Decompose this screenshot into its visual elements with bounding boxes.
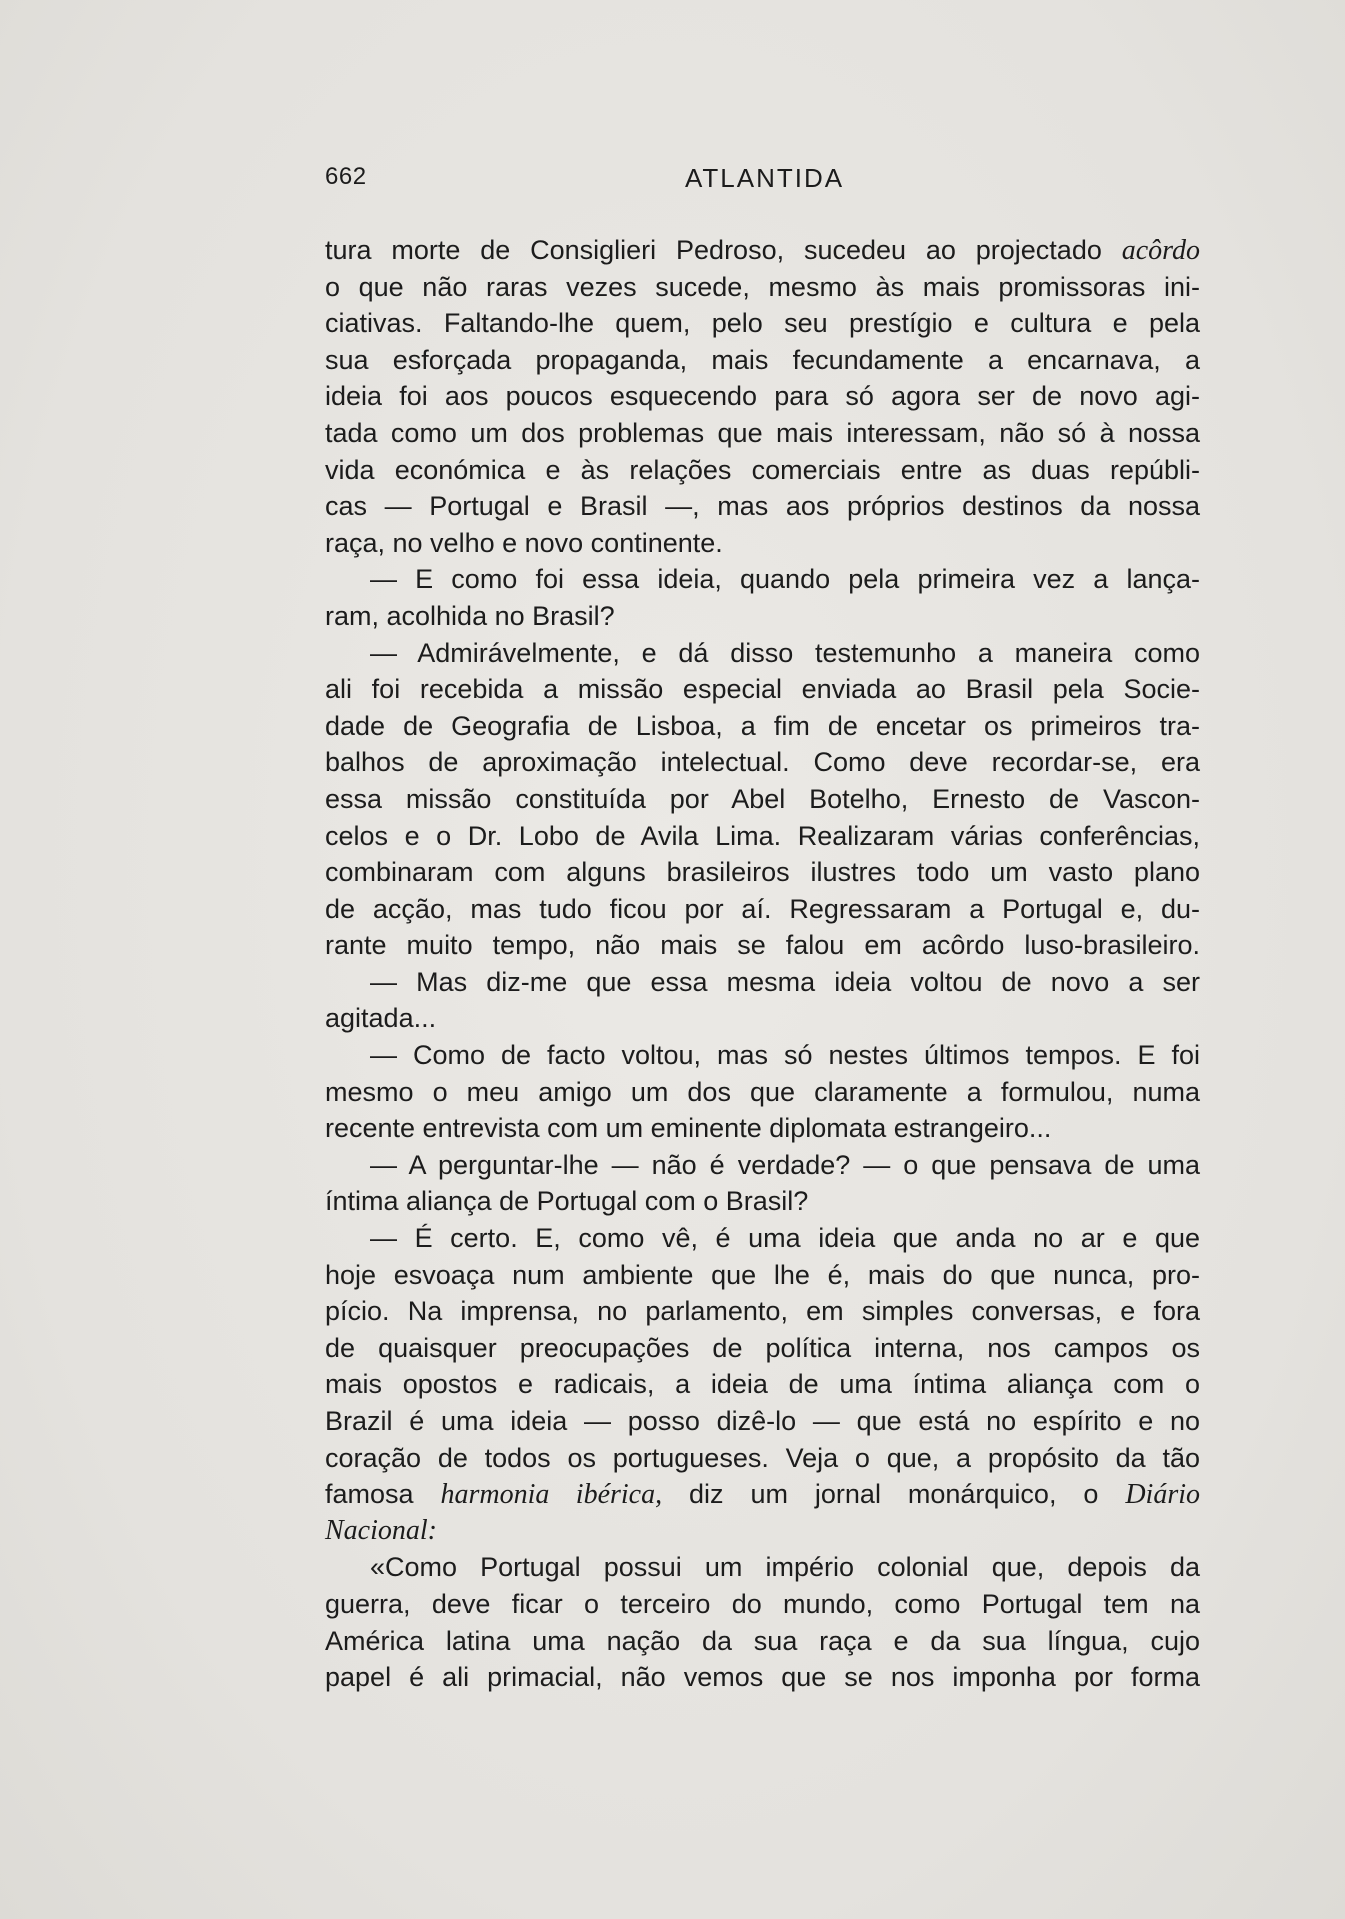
text-line: o que não raras vezes sucede, mesmo às mais promissoras ini- xyxy=(325,271,1200,302)
body-text xyxy=(325,232,1200,1696)
text-line: guerra, deve ficar o terceiro do mundo, como Portugal tem na xyxy=(325,1588,1200,1619)
text-line: agitada... xyxy=(325,1003,437,1034)
text-line: recente entrevista com um eminente diplomata estrangeiro... xyxy=(325,1113,1052,1144)
text-run: diz um jornal monárquico, o xyxy=(662,1479,1126,1510)
text-line: América latina uma nação da sua raça e da sua língua, cujo xyxy=(325,1625,1200,1656)
text-line: mais opostos e radicais, a ideia de uma íntima aliança com o xyxy=(325,1369,1200,1400)
text-line: celos e o Dr. Lobo de Avila Lima. Realizaram várias conferências, xyxy=(325,820,1200,851)
text-line: ram, acolhida no Brasil? xyxy=(325,600,615,631)
text-line xyxy=(325,1476,1200,1513)
text-line: ali foi recebida a missão especial enviada ao Brasil pela Socie- xyxy=(325,674,1200,705)
text-run: famosa xyxy=(325,1479,441,1510)
text-line: íntima aliança de Portugal com o Brasil? xyxy=(325,1186,809,1217)
text-line: vida económica e às relações comerciais entre as duas repúbli- xyxy=(325,454,1200,485)
text-line: — Mas diz-me que essa mesma ideia voltou de novo a ser xyxy=(370,966,1200,997)
text-line: hoje esvoaça num ambiente que lhe é, mais do que nunca, pro- xyxy=(325,1259,1200,1290)
page-header xyxy=(325,163,1195,203)
text-line: dade de Geografia de Lisboa, a fim de encetar os primeiros tra- xyxy=(325,710,1200,741)
text-line: de acção, mas tudo ficou por aí. Regressaram a Portugal e, du- xyxy=(325,893,1200,924)
text-line: combinaram com alguns brasileiros ilustres todo um vasto plano xyxy=(325,857,1200,888)
text-line: pício. Na imprensa, no parlamento, em simples conversas, e fora xyxy=(325,1296,1200,1327)
text-line: papel é ali primacial, não vemos que se nos imponha por forma xyxy=(325,1662,1200,1693)
text-line: — E como foi essa ideia, quando pela primeira vez a lança- xyxy=(370,564,1200,595)
italic-word: Diário xyxy=(1125,1479,1200,1511)
text-line: Nacional: xyxy=(325,1514,437,1546)
text-line: essa missão constituída por Abel Botelho, Ernesto de Vascon- xyxy=(325,783,1200,814)
text-line: «Como Portugal possui um império colonial que, depois da xyxy=(370,1552,1200,1583)
text-line: — Como de facto voltou, mas só nestes últimos tempos. E foi xyxy=(370,1040,1200,1071)
text-line: mesmo o meu amigo um dos que claramente a formulou, numa xyxy=(325,1076,1200,1107)
text-line: sua esforçada propaganda, mais fecundamente a encarnava, a xyxy=(325,344,1200,375)
text-line: ideia foi aos poucos esquecendo para só agora ser de novo agi- xyxy=(325,381,1200,412)
page-number: 662 xyxy=(325,163,367,190)
text-line xyxy=(325,232,1200,269)
italic-word: acôrdo xyxy=(1121,235,1200,266)
text-line: rante muito tempo, não mais se falou em acôrdo luso-brasileiro. xyxy=(325,930,1200,961)
text-line: — Admirávelmente, e dá disso testemunho a maneira como xyxy=(370,637,1200,668)
text-line: coração de todos os portugueses. Veja o que, a propósito da tão xyxy=(325,1442,1200,1473)
text-line: ciativas. Faltando-lhe quem, pelo seu prestígio e cultura e pela xyxy=(325,308,1200,339)
running-title: ATLANTIDA xyxy=(685,163,845,193)
text-line: raça, no velho e novo continente. xyxy=(325,527,723,558)
italic-phrase: harmonia ibérica, xyxy=(440,1479,663,1511)
text-line: balhos de aproximação intelectual. Como deve recordar-se, era xyxy=(325,747,1200,778)
text-line: — A perguntar-lhe — não é verdade? — o que pensava de uma xyxy=(370,1149,1200,1180)
text-line: cas — Portugal e Brasil —, mas aos próprios destinos da nossa xyxy=(325,491,1200,522)
text-run: tura morte de Consiglieri Pedroso, sucedeu ao projectado xyxy=(325,235,1122,265)
text-line: tada como um dos problemas que mais interessam, não só à nossa xyxy=(325,417,1200,448)
text-line: de quaisquer preocupações de política interna, nos campos os xyxy=(325,1332,1200,1363)
text-line: — É certo. E, como vê, é uma ideia que anda no ar e que xyxy=(370,1223,1200,1254)
text-line: Brazil é uma ideia — posso dizê-lo — que está no espírito e no xyxy=(325,1406,1200,1436)
